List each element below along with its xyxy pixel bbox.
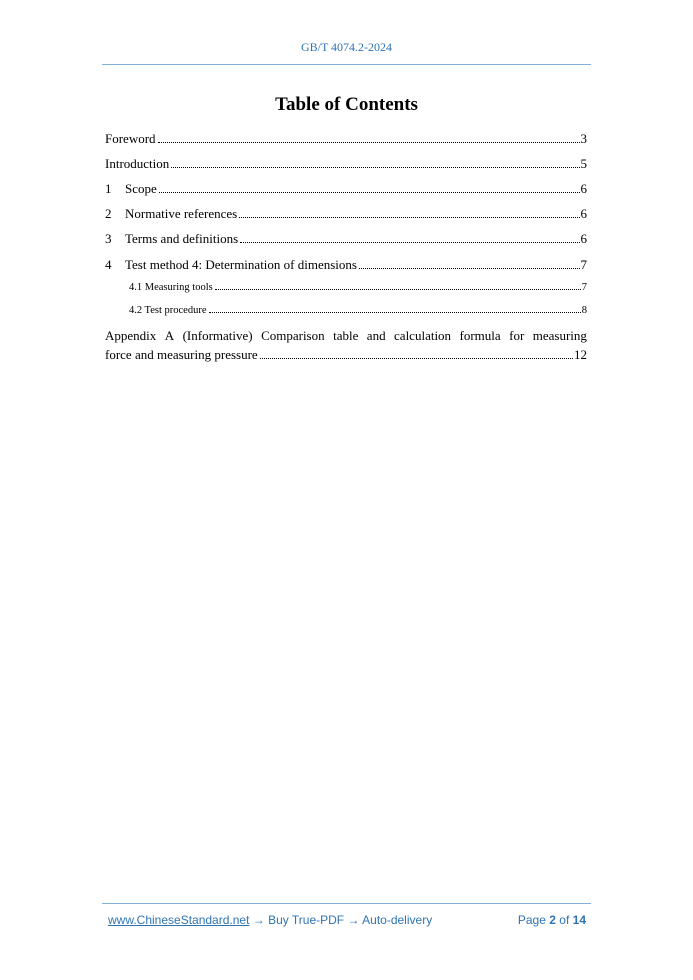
toc-leader-dots (209, 312, 581, 313)
toc-entry-page: 12 (574, 347, 587, 362)
toc-subentry-measuring-tools[interactable] (129, 279, 587, 297)
toc-entry-normative-references[interactable] (105, 205, 587, 223)
toc-entry-page: 8 (581, 305, 587, 316)
toc-entry-appendix-a[interactable] (105, 327, 587, 364)
toc-entry-label: Introduction (105, 156, 170, 171)
toc-entry-page: 6 (580, 206, 587, 221)
page-word: Page (517, 913, 546, 927)
toc-entry-number: 1 (105, 181, 112, 196)
appendix-title-line-1 (105, 327, 587, 345)
toc-entry-label: Test method 4: Determination of dimensions (125, 257, 357, 272)
toc-entry-label: 4.2 Test procedure (129, 305, 207, 316)
toc-entry-number: 3 (105, 231, 112, 246)
auto-delivery-text: Auto-delivery (362, 913, 433, 927)
of-word: of (559, 913, 570, 927)
buy-true-pdf-link[interactable]: Buy True-PDF (268, 913, 345, 927)
toc-entry-label: force and measuring pressure (105, 347, 258, 362)
appendix-word: A (164, 328, 175, 343)
toc-leader-dots (240, 242, 579, 243)
appendix-word: measuring (532, 328, 587, 343)
footer-rule (102, 903, 591, 904)
toc-entry-number: 4 (105, 257, 112, 272)
page-total: 14 (572, 913, 586, 927)
page-footer (108, 913, 586, 927)
appendix-word: table (333, 328, 359, 343)
page-current: 2 (549, 913, 556, 927)
appendix-word: Comparison (261, 328, 325, 343)
toc-leader-dots (171, 167, 579, 168)
appendix-word: formula (459, 328, 501, 343)
toc-leader-dots (359, 268, 580, 269)
toc-entry-page: 7 (581, 282, 587, 293)
document-id-header: GB/T 4074.2-2024 (300, 40, 393, 54)
toc-entry-page: 6 (580, 181, 587, 196)
header-rule (102, 64, 591, 65)
toc-leader-dots (260, 358, 573, 359)
toc-entry-page: 3 (580, 131, 587, 146)
appendix-word: for (509, 328, 525, 343)
footer-left (108, 913, 432, 927)
appendix-title-line-2 (105, 346, 587, 364)
toc-leader-dots (239, 217, 579, 218)
toc-leader-dots (159, 192, 580, 193)
toc-entry-number: 2 (105, 206, 112, 221)
toc-entry-label: Scope (125, 181, 157, 196)
toc-entry-foreword[interactable] (105, 130, 587, 148)
toc-entry-scope[interactable] (105, 180, 587, 198)
toc-entry-page: 6 (580, 231, 587, 246)
toc-subentry-test-procedure[interactable] (129, 302, 587, 320)
arrow-icon: → (252, 913, 265, 927)
appendix-word: (Informative) (182, 328, 253, 343)
toc-entry-page: 5 (580, 156, 587, 171)
toc-entry-label: 4.1 Measuring tools (129, 282, 213, 293)
toc-entry-label: Terms and definitions (125, 231, 239, 246)
appendix-word: Appendix (105, 328, 157, 343)
toc-entry-terms-and-definitions[interactable] (105, 230, 587, 248)
website-link[interactable]: www.ChineseStandard.net (108, 913, 250, 927)
toc-entry-introduction[interactable] (105, 155, 587, 173)
toc-entry-label: Foreword (105, 131, 156, 146)
toc-entry-test-method-4[interactable] (105, 256, 587, 274)
arrow-icon: → (347, 913, 360, 927)
toc-entry-label: Normative references (125, 206, 238, 221)
toc-leader-dots (158, 142, 580, 143)
appendix-word: and (366, 328, 386, 343)
toc-leader-dots (215, 289, 581, 290)
appendix-word: calculation (394, 328, 452, 343)
toc-entry-page: 7 (580, 257, 587, 272)
page-title: Table of Contents (275, 94, 418, 115)
page-counter (518, 913, 586, 927)
